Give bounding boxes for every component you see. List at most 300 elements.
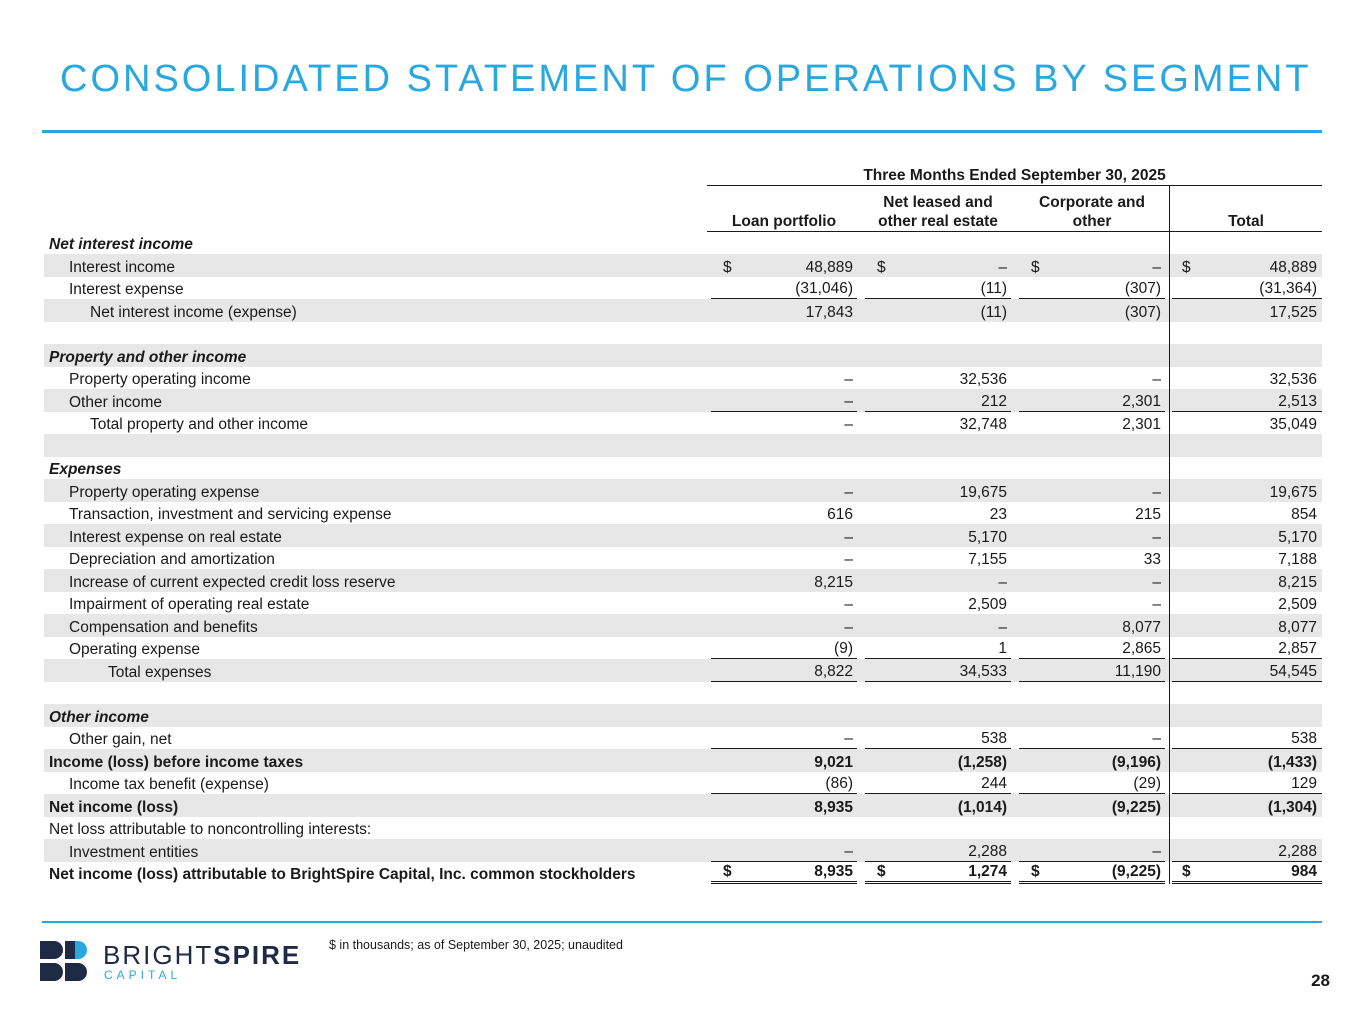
value-cell [1015, 749, 1169, 772]
value-cell [861, 367, 1015, 390]
value-number: – [998, 618, 1007, 636]
value-cell [861, 502, 1015, 525]
value-cell-inner [711, 774, 857, 794]
value-cell-inner [865, 774, 1011, 794]
value-cell [861, 862, 1015, 885]
value-cell [1015, 862, 1169, 885]
value-cell-inner [1019, 639, 1165, 659]
value-cell-inner [865, 415, 1011, 434]
value-cell-inner [711, 753, 857, 772]
page-number: 28 [1311, 971, 1330, 990]
value-number: 2,509 [1278, 596, 1318, 613]
value-cell [1015, 232, 1169, 255]
value-cell-inner [865, 279, 1011, 299]
value-cell [1169, 502, 1322, 525]
value-number: 244 [981, 775, 1007, 792]
value-cell-inner [865, 639, 1011, 659]
value-cell [861, 749, 1015, 772]
value-cell [861, 614, 1015, 637]
footnote: $ in thousands; as of September 30, 2025; unaudited [329, 938, 623, 952]
value-number: 1 [998, 640, 1007, 657]
value-number: 984 [1291, 863, 1318, 880]
value-number: 2,509 [968, 596, 1007, 613]
value-number: 17,843 [805, 303, 853, 321]
table-row [44, 569, 1322, 592]
value-cell [1015, 434, 1169, 457]
value-cell-inner [865, 392, 1011, 412]
value-cell-inner [1172, 774, 1322, 794]
value-cell [1015, 412, 1169, 435]
row-label: Net interest income [49, 236, 193, 253]
value-number: (29) [1133, 775, 1161, 792]
value-cell [861, 457, 1015, 480]
value-cell [1169, 479, 1322, 502]
value-cell-inner [865, 753, 1011, 772]
row-label: Operating expense [69, 641, 200, 658]
currency-symbol: $ [1182, 258, 1191, 276]
value-cell-inner [865, 550, 1011, 569]
table-row [44, 592, 1322, 615]
value-cell [707, 277, 861, 300]
row-label: Transaction, investment and servicing expense [69, 506, 392, 523]
value-cell-inner [711, 798, 857, 817]
table-row [44, 772, 1322, 795]
value-number: (9,196) [1111, 753, 1161, 771]
value-number: – [844, 842, 853, 860]
row-label: Interest income [44, 254, 707, 277]
value-number: 54,545 [1269, 662, 1318, 680]
value-cell-inner [711, 662, 857, 682]
value-cell [707, 569, 861, 592]
value-number: (11) [980, 280, 1007, 297]
value-cell-inner [1019, 550, 1165, 569]
value-cell [707, 232, 861, 255]
row-label [44, 322, 707, 345]
column-header-net-leased [861, 186, 1015, 232]
value-cell-inner [711, 370, 857, 389]
value-cell [1015, 772, 1169, 795]
row-label: Interest expense [69, 281, 184, 298]
row-label: Property operating income [69, 371, 251, 388]
value-cell-inner [1172, 573, 1322, 592]
value-number: (11) [980, 303, 1007, 321]
value-number: 2,288 [968, 842, 1007, 860]
value-number: 17,525 [1269, 303, 1318, 321]
value-cell [1015, 479, 1169, 502]
value-cell [861, 299, 1015, 322]
value-cell [861, 592, 1015, 615]
value-number: – [844, 596, 853, 613]
value-cell [1015, 502, 1169, 525]
value-cell [707, 659, 861, 682]
row-label: Net loss attributable to noncontrolling interests: [49, 821, 372, 838]
logo-subtitle: CAPITAL [104, 968, 182, 982]
period-header-row [44, 162, 1322, 186]
currency-symbol: $ [1031, 863, 1040, 880]
table-row [44, 637, 1322, 660]
value-cell-inner [1172, 415, 1322, 434]
value-cell [861, 569, 1015, 592]
value-cell [707, 704, 861, 727]
value-cell [861, 637, 1015, 660]
table-row [44, 232, 1322, 255]
value-number: 32,536 [1269, 371, 1318, 388]
logo-word-bold: SPIRE [213, 940, 302, 970]
value-cell [861, 322, 1015, 345]
logo-wordmark [103, 940, 301, 971]
value-cell-inner [865, 573, 1011, 592]
value-cell [707, 457, 861, 480]
value-number: – [844, 528, 853, 546]
value-cell [1169, 299, 1322, 322]
value-number: 5,170 [1278, 528, 1318, 546]
value-number: 2,288 [1278, 842, 1318, 860]
value-cell-inner [1172, 862, 1322, 884]
value-cell [1015, 367, 1169, 390]
value-cell-inner [711, 392, 857, 412]
column-header-line1: Loan portfolio [731, 212, 837, 230]
value-number: – [1152, 596, 1161, 613]
value-cell-inner [1019, 798, 1165, 817]
value-number: (86) [825, 775, 853, 792]
value-cell [861, 659, 1015, 682]
value-cell [861, 232, 1015, 255]
value-cell [707, 794, 861, 817]
value-cell-inner [1172, 370, 1322, 389]
table-row [44, 614, 1322, 637]
value-cell-inner [865, 798, 1011, 817]
value-number: 129 [1291, 775, 1318, 792]
value-cell [1015, 457, 1169, 480]
value-number: 616 [827, 506, 853, 523]
value-cell [1015, 277, 1169, 300]
value-cell-inner [1019, 370, 1165, 389]
value-cell [1015, 727, 1169, 750]
value-cell-inner [1019, 774, 1165, 794]
value-number: 9,021 [814, 753, 853, 771]
value-cell-inner [1019, 258, 1165, 277]
value-number: (9,225) [1111, 863, 1161, 880]
value-cell [861, 254, 1015, 277]
value-cell [707, 614, 861, 637]
table-row [44, 839, 1322, 862]
value-cell [1169, 389, 1322, 412]
value-cell [1015, 682, 1169, 705]
value-cell [707, 367, 861, 390]
value-cell [707, 749, 861, 772]
row-label: Interest expense on real estate [44, 524, 707, 547]
row-label: Expenses [49, 461, 122, 478]
value-cell-inner [1172, 550, 1322, 569]
value-cell [861, 277, 1015, 300]
value-cell [1169, 772, 1322, 795]
value-cell [1169, 862, 1322, 885]
value-cell [861, 412, 1015, 435]
column-header-row [44, 186, 1322, 232]
row-label: Income tax benefit (expense) [69, 776, 269, 793]
value-cell [1169, 344, 1322, 367]
value-number: 8,215 [1278, 573, 1318, 591]
table-row [44, 277, 1322, 300]
value-cell [1015, 794, 1169, 817]
value-number: 23 [989, 506, 1007, 523]
table-row [44, 794, 1322, 817]
value-number: – [1152, 730, 1161, 747]
value-cell-inner [1172, 595, 1322, 614]
value-number: (9) [834, 640, 853, 657]
value-cell-inner [1019, 528, 1165, 547]
value-cell [1015, 322, 1169, 345]
value-cell [861, 704, 1015, 727]
row-label: Impairment of operating real estate [69, 596, 310, 613]
footer-divider [42, 921, 1322, 923]
row-label: Compensation and benefits [44, 614, 707, 637]
value-cell-inner [865, 595, 1011, 614]
value-cell-inner [711, 550, 857, 569]
table-row [44, 254, 1322, 277]
value-cell-inner [711, 729, 857, 749]
value-number: 538 [981, 730, 1007, 747]
value-cell-inner [711, 415, 857, 434]
row-label: Increase of current expected credit loss reserve [44, 569, 707, 592]
value-cell [1169, 277, 1322, 300]
value-number: (31,364) [1259, 280, 1318, 297]
page-title: CONSOLIDATED STATEMENT OF OPERATIONS BY SEGMENT [60, 58, 1312, 100]
column-header-line2: other [1072, 212, 1112, 230]
value-cell-inner [865, 483, 1011, 502]
value-cell-inner [1172, 639, 1322, 659]
value-cell-inner [711, 483, 857, 502]
value-cell [707, 727, 861, 750]
table-row [44, 682, 1322, 705]
value-cell [707, 817, 861, 840]
value-cell-inner [865, 729, 1011, 749]
value-cell [1169, 457, 1322, 480]
value-cell-inner [865, 528, 1011, 547]
table-row [44, 547, 1322, 570]
value-cell [1169, 232, 1322, 255]
table-row [44, 524, 1322, 547]
value-number: 2,513 [1278, 392, 1318, 410]
value-cell [1169, 839, 1322, 862]
value-cell [1169, 322, 1322, 345]
row-label: Other gain, net [69, 731, 172, 748]
logo-word-light: BRIGHT [103, 940, 214, 970]
value-cell-inner [1019, 573, 1165, 592]
value-cell-inner [1019, 415, 1165, 434]
title-divider [42, 130, 1322, 133]
value-number: 8,215 [814, 573, 853, 591]
value-cell [861, 817, 1015, 840]
value-cell-inner [1172, 258, 1322, 277]
value-cell-inner [1019, 303, 1165, 322]
column-header-loan-portfolio [707, 186, 861, 232]
row-label [44, 682, 707, 705]
table-row [44, 862, 1322, 885]
value-number: 8,935 [814, 863, 853, 880]
value-cell [1169, 569, 1322, 592]
value-cell-inner [865, 505, 1011, 524]
value-number: 2,865 [1122, 640, 1161, 657]
value-cell-inner [1172, 842, 1322, 862]
value-number: 7,188 [1278, 551, 1318, 568]
value-cell [707, 592, 861, 615]
row-label: Total property and other income [90, 416, 308, 433]
table-row [44, 389, 1322, 412]
currency-symbol: $ [723, 258, 732, 276]
table-row [44, 367, 1322, 390]
value-cell [1169, 614, 1322, 637]
value-number: (1,304) [1267, 798, 1318, 816]
row-label [44, 434, 707, 457]
value-number: 11,190 [1114, 662, 1161, 680]
value-number: – [1152, 528, 1161, 546]
value-number: – [844, 371, 853, 388]
value-cell [861, 839, 1015, 862]
table-row [44, 502, 1322, 525]
value-number: 32,748 [959, 416, 1007, 433]
value-cell [707, 524, 861, 547]
row-label: Income (loss) before income taxes [44, 749, 707, 772]
value-number: 7,155 [968, 551, 1007, 568]
value-cell-inner [711, 258, 857, 277]
table-row [44, 817, 1322, 840]
value-number: (1,433) [1267, 753, 1318, 771]
value-cell [861, 772, 1015, 795]
value-number: – [1152, 573, 1161, 591]
value-number: – [844, 483, 853, 501]
value-number: – [1152, 371, 1161, 388]
value-cell-inner [1019, 662, 1165, 682]
value-cell [861, 434, 1015, 457]
row-label: Net interest income (expense) [44, 299, 707, 322]
table-row [44, 344, 1322, 367]
value-number: – [998, 573, 1007, 591]
currency-symbol: $ [1031, 258, 1040, 276]
currency-symbol: $ [1182, 863, 1191, 880]
value-cell-inner [865, 618, 1011, 637]
column-header-line2: other real estate [878, 212, 998, 230]
value-cell [1015, 659, 1169, 682]
value-cell [1015, 637, 1169, 660]
column-header-line2: Total [1228, 212, 1264, 230]
value-cell-inner [865, 862, 1011, 884]
value-cell [861, 344, 1015, 367]
row-label: Net income (loss) attributable to BrightSpire Capital, Inc. common stockholders [49, 866, 636, 883]
value-cell-inner [1019, 392, 1165, 412]
value-number: 2,301 [1122, 392, 1161, 410]
value-number: 35,049 [1269, 416, 1318, 433]
value-cell [861, 794, 1015, 817]
segment-income-statement-table [44, 162, 1322, 884]
value-cell [1015, 299, 1169, 322]
value-number: 48,889 [805, 258, 853, 276]
value-cell [707, 772, 861, 795]
value-number: – [1152, 258, 1161, 276]
value-cell [1169, 749, 1322, 772]
value-cell [1169, 794, 1322, 817]
value-cell [861, 524, 1015, 547]
value-cell [707, 502, 861, 525]
value-number: 19,675 [959, 483, 1007, 501]
value-cell-inner [865, 842, 1011, 862]
value-number: 854 [1291, 506, 1318, 523]
value-cell-inner [1172, 303, 1322, 322]
value-cell [707, 299, 861, 322]
value-cell [707, 547, 861, 570]
table-row [44, 434, 1322, 457]
value-number: 8,935 [814, 798, 853, 816]
value-cell-inner [865, 303, 1011, 322]
value-cell-inner [711, 595, 857, 614]
value-cell-inner [865, 258, 1011, 277]
value-cell-inner [711, 618, 857, 637]
table-row [44, 704, 1322, 727]
value-cell-inner [711, 505, 857, 524]
value-number: 8,077 [1122, 618, 1161, 636]
row-label: Property and other income [44, 344, 707, 367]
value-number: 19,675 [1269, 483, 1318, 501]
row-label: Investment entities [44, 839, 707, 862]
brightspire-logo [40, 941, 300, 985]
value-cell [861, 727, 1015, 750]
value-number: 215 [1135, 506, 1161, 523]
value-cell-inner [1019, 862, 1165, 884]
value-cell [1169, 727, 1322, 750]
value-cell [1015, 569, 1169, 592]
value-cell [1169, 704, 1322, 727]
value-cell [1169, 547, 1322, 570]
row-label: Net income (loss) [44, 794, 707, 817]
value-number: 8,822 [814, 662, 853, 680]
value-cell [1015, 344, 1169, 367]
column-header-corporate [1015, 186, 1169, 232]
value-cell-inner [865, 662, 1011, 682]
table-row [44, 457, 1322, 480]
value-cell [1015, 389, 1169, 412]
value-cell [1169, 659, 1322, 682]
value-cell [1015, 592, 1169, 615]
value-cell-inner [1172, 279, 1322, 299]
value-cell-inner [1019, 618, 1165, 637]
value-number: 212 [981, 392, 1007, 410]
value-number: (9,225) [1111, 798, 1161, 816]
value-number: – [844, 730, 853, 747]
value-cell [707, 344, 861, 367]
value-number: 32,536 [959, 371, 1007, 388]
value-cell [1169, 434, 1322, 457]
table-row [44, 749, 1322, 772]
value-cell [707, 862, 861, 885]
value-number: – [844, 618, 853, 636]
value-number: 8,077 [1278, 618, 1318, 636]
value-cell [1169, 367, 1322, 390]
column-header-line1: Corporate and [1039, 193, 1145, 211]
currency-symbol: $ [723, 863, 732, 880]
value-cell-inner [1172, 505, 1322, 524]
value-cell [1169, 592, 1322, 615]
value-cell-inner [1019, 483, 1165, 502]
value-number: 1,274 [968, 863, 1007, 880]
value-cell-inner [1172, 662, 1322, 682]
value-cell-inner [1172, 798, 1322, 817]
table-row [44, 479, 1322, 502]
row-label: Other income [44, 704, 707, 727]
value-cell-inner [1172, 729, 1322, 749]
value-cell-inner [1172, 753, 1322, 772]
value-cell-inner [1019, 279, 1165, 299]
row-label: Property operating expense [44, 479, 707, 502]
